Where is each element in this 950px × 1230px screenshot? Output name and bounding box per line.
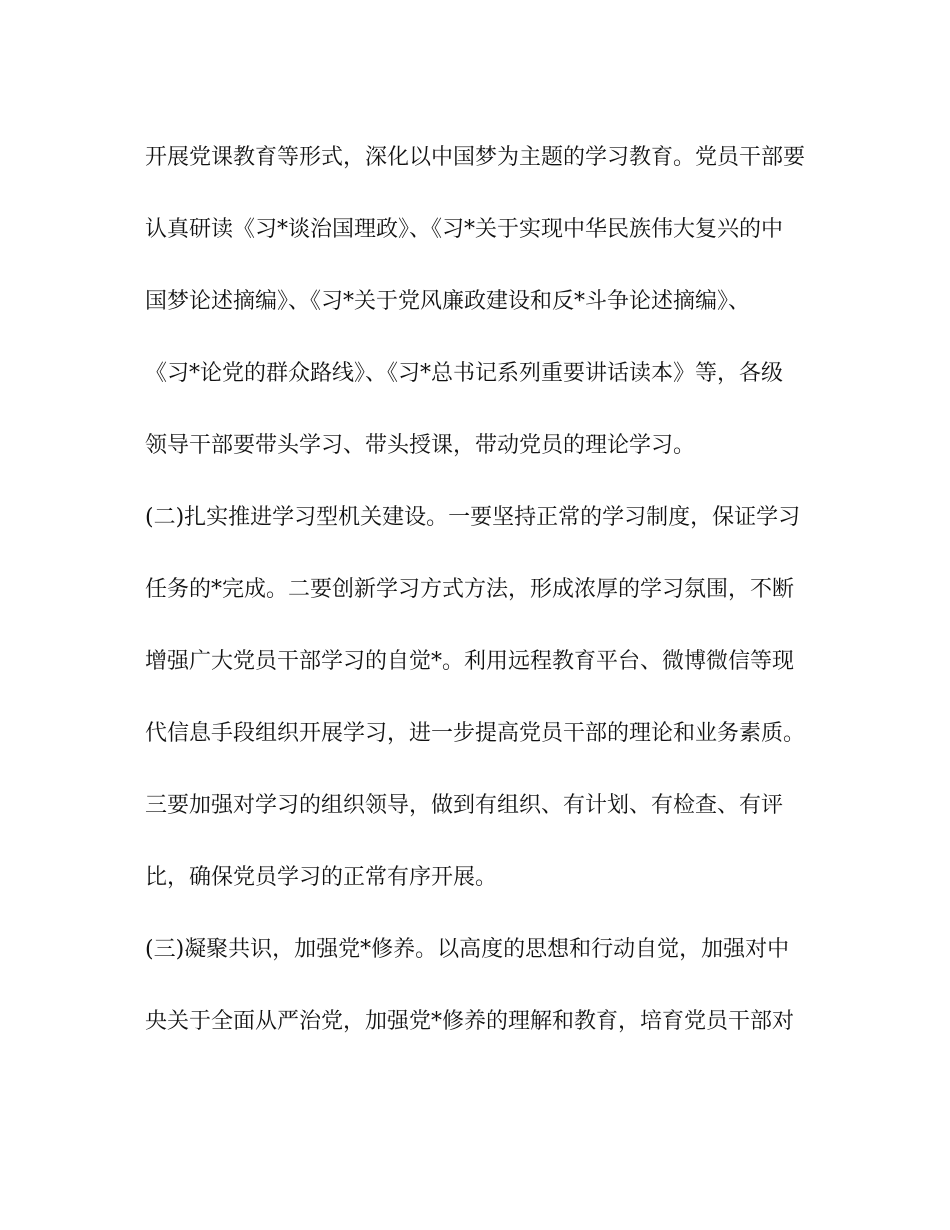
text-line: 三要加强对学习的组织领导，做到有组织、有计划、有检查、有评 [145, 793, 784, 818]
text-line: 增强广大党员干部学习的自觉*。利用远程教育平台、微博微信等现 [145, 649, 795, 674]
section-heading-line: (二)扎实推进学习型机关建设。一要坚持正常的学习制度，保证学习 [145, 505, 801, 530]
text-line: 认真研读《习*谈治国理政》、《习*关于实现中华民族伟大复兴的中 [145, 217, 784, 242]
text-line: 任务的*完成。二要创新学习方式方法，形成浓厚的学习氛围，不断 [145, 577, 795, 602]
text-line: 代信息手段组织开展学习，进一步提高党员干部的理论和业务素质。 [145, 721, 806, 746]
text-line: 《习*论党的群众路线》、《习*总书记系列重要讲话读本》等，各级 [145, 361, 784, 386]
text-line: 比，确保党员学习的正常有序开展。 [145, 865, 498, 890]
text-line: 国梦论述摘编》、《习*关于党风廉政建设和反*斗争论述摘编》、 [145, 289, 751, 314]
text-line: 开展党课教育等形式，深化以中国梦为主题的学习教育。党员干部要 [145, 145, 806, 170]
text-line: 领导干部要带头学习、带头授课，带动党员的理论学习。 [145, 433, 696, 458]
text-line: 央关于全面从严治党，加强党*修养的理解和教育，培育党员干部对 [145, 1009, 795, 1034]
section-heading-line: (三)凝聚共识，加强党*修养。以高度的思想和行动自觉，加强对中 [145, 937, 790, 962]
